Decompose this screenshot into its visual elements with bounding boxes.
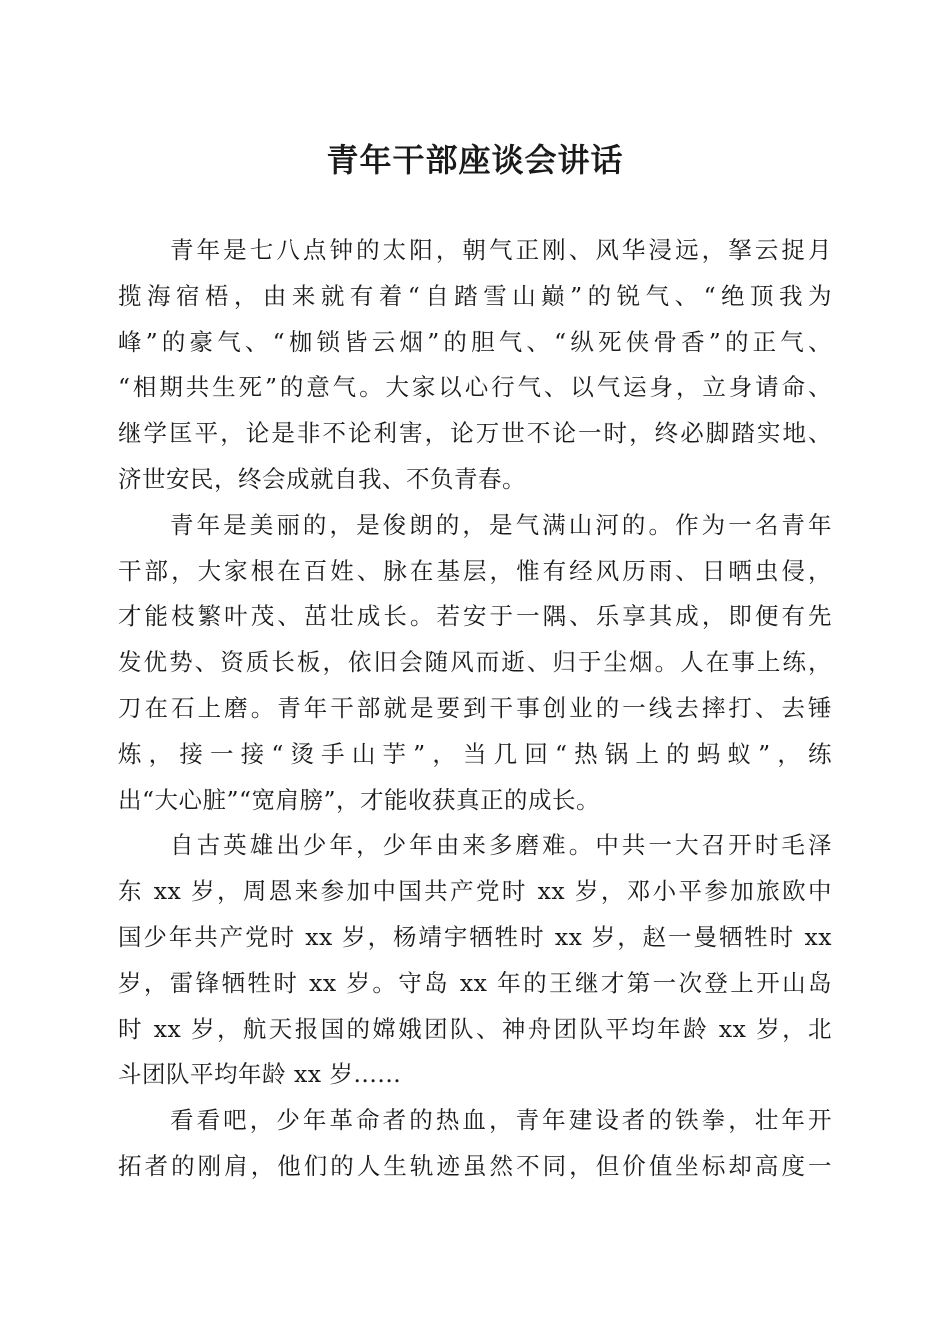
paragraph <box>118 503 832 824</box>
paragraph <box>118 228 832 503</box>
text-line: 继学匡平，论是非不论利害，论万世不论一时，终必脚踏实地、 <box>118 419 832 448</box>
text-line: 斗团队平均年龄 xx 岁...... <box>118 1060 402 1089</box>
document-body <box>118 228 832 1190</box>
text-line: 揽海宿梧，由来就有着“自踏雪山巅”的锐气、“绝顶我为 <box>118 281 832 310</box>
text-line: 时 xx 岁，航天报国的嫦娥团队、神舟团队平均年龄 xx 岁，北 <box>118 1014 832 1043</box>
text-line: 国少年共产党时 xx 岁，杨靖宇牺牲时 xx 岁，赵一曼牺牲时 xx <box>118 922 832 951</box>
text-line: 青年是美丽的，是俊朗的，是气满山河的。作为一名青年 <box>170 510 832 539</box>
text-line: 岁，雷锋牺牲时 xx 岁。守岛 xx 年的王继才第一次登上开山岛 <box>118 968 832 997</box>
text-line: 东 xx 岁，周恩来参加中国共产党时 xx 岁，邓小平参加旅欧中 <box>118 877 832 906</box>
text-line: 才能枝繁叶茂、茁壮成长。若安于一隅、乐享其成，即便有先 <box>118 602 832 631</box>
text-line: 看看吧，少年革命者的热血，青年建设者的铁拳，壮年开 <box>170 1106 832 1135</box>
text-line: 出“大心脏”“宽肩膀”，才能收获真正的成长。 <box>118 785 601 814</box>
text-line: 峰”的豪气、“枷锁皆云烟”的胆气、“纵死侠骨香”的正气、 <box>118 327 832 356</box>
text-line: 济世安民，终会成就自我、不负青春。 <box>118 464 526 493</box>
text-line: 青年是七八点钟的太阳，朝气正刚、风华浸远，拏云捉月 <box>170 236 832 264</box>
document-title: 青年干部座谈会讲话 <box>326 141 624 179</box>
text-line: 自古英雄出少年，少年由来多磨难。中共一大召开时毛泽 <box>170 831 832 860</box>
text-line: 干部，大家根在百姓、脉在基层，惟有经风历雨、日晒虫侵， <box>118 556 832 585</box>
text-line: “相期共生死”的意气。大家以心行气、以气运身，立身请命、 <box>118 373 832 402</box>
text-line: 炼，接一接“烫手山芋”，当几回“热锅上的蚂蚁”，练 <box>118 739 832 768</box>
paragraph <box>118 1098 832 1190</box>
text-line: 发优势、资质长板，依旧会随风而逝、归于尘烟。人在事上练， <box>118 648 832 677</box>
text-line: 拓者的刚肩，他们的人生轨迹虽然不同，但价值坐标却高度一 <box>118 1151 832 1180</box>
text-line: 刀在石上磨。青年干部就是要到干事创业的一线去摔打、去锤 <box>118 693 832 722</box>
paragraph <box>118 823 832 1098</box>
